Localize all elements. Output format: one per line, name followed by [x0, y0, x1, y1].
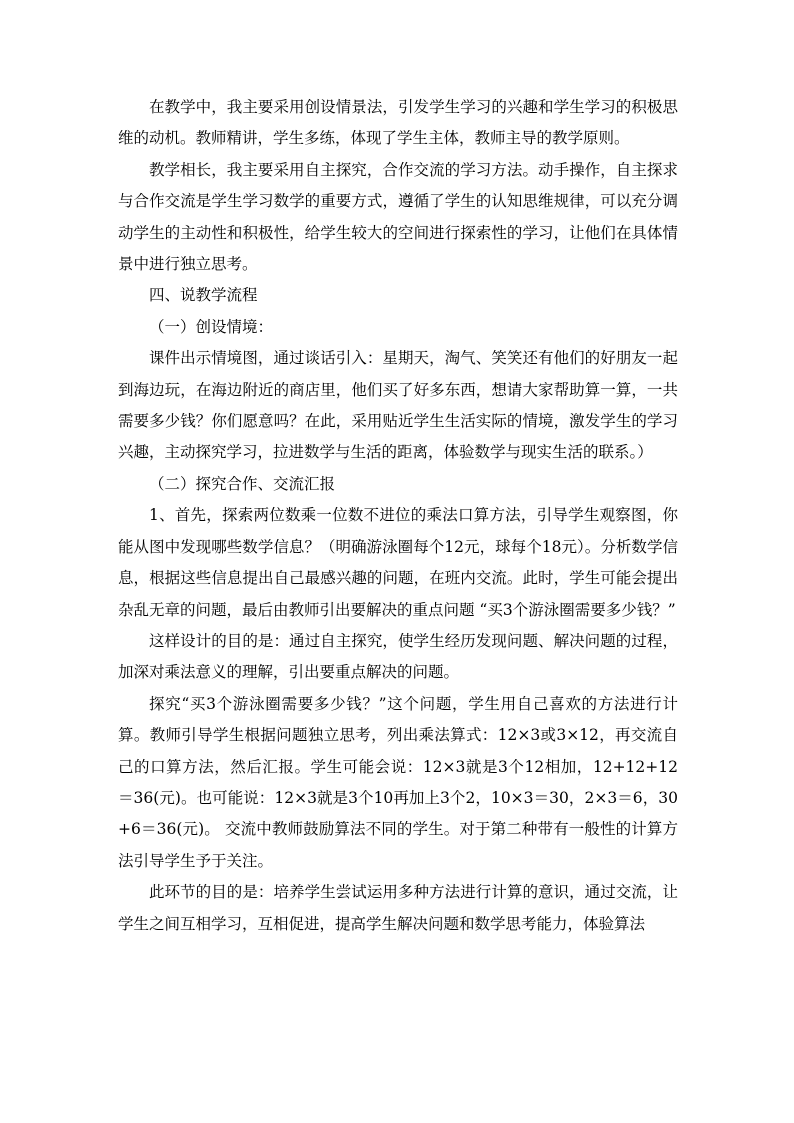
section-heading-teaching-process: 四、说教学流程 — [149, 286, 258, 305]
document-page — [118, 92, 678, 940]
paragraph-learning-method: 教学相长，我主要采用自主探究，合作交流的学习方法。动手操作，自主探求与合作交流是学生学习数学的重要方式，遵循了学生的认知思维规律，可以充分调动学生的主动性和积极性，给学生较大的空间进行探索性的学习，让他们在具体情景中进行独立思考。 — [118, 160, 678, 274]
paragraph-explore-step1: 1、首先，探索两位数乘一位数不进位的乘法口算方法，引导学生观察图，你能从图中发现哪些数学信息？（明确游泳圈每个12元，球每个18元）。分析数学信息，根据这些信息提出自己最感兴趣的问题，在班内交流。此时，学生可能会提出杂乱无章的问题，最后由教师引出要解决的重点问题 “买3个游泳圈需要多少钱？” — [118, 506, 678, 619]
paragraph-situation: 课件出示情境图，通过谈话引入：星期天，淘气、笑笑还有他们的好朋友一起到海边玩，在海边附近的商店里，他们买了好多东西，想请大家帮助算一算，一共需要多少钱？你们愿意吗？在此，采用贴近学生生活实际的情境，激发学生的学习兴趣，主动探究学习，拉进数学与生活的距离，体验数学与现实生活的联系。） — [118, 349, 678, 462]
subheading-explore-cooperate: （二）探究合作、交流汇报 — [149, 474, 336, 493]
paragraph-teaching-method: 在教学中，我主要采用创设情景法，引发学生学习的兴趣和学生学习的积极思维的动机。教师精讲，学生多练，体现了学生主体，教师主导的教学原则。 — [118, 98, 678, 148]
paragraph-design-purpose: 这样设计的目的是：通过自主探究，使学生经历发现问题、解决问题的过程，加深对乘法意义的理解，引出要重点解决的问题。 — [118, 631, 678, 682]
subheading-create-situation: （一）创设情境： — [149, 317, 274, 336]
paragraph-explore-question: 探究“买3个游泳圈需要多少钱？”这个问题，学生用自己喜欢的方法进行计算。教师引导学生根据问题独立思考，列出乘法算式：12×3或3×12，再交流自己的口算方法，然后汇报。学生可能会说：12×3就是3个12相加，12+12+12＝36(元)。也可能说：12×3就是3个10再加上3个2，10×3＝30，2×3＝6，30+6＝36(元)。 交流中教师鼓励算法不同的学生。对于第二种带有一般性的计算方法引导学生予于关注。 — [118, 694, 678, 870]
paragraph-section-purpose: 此环节的目的是：培养学生尝试运用多种方法进行计算的意识，通过交流，让学生之间互相学习，互相促进，提高学生解决问题和数学思考能力，体验算法 — [118, 883, 678, 933]
